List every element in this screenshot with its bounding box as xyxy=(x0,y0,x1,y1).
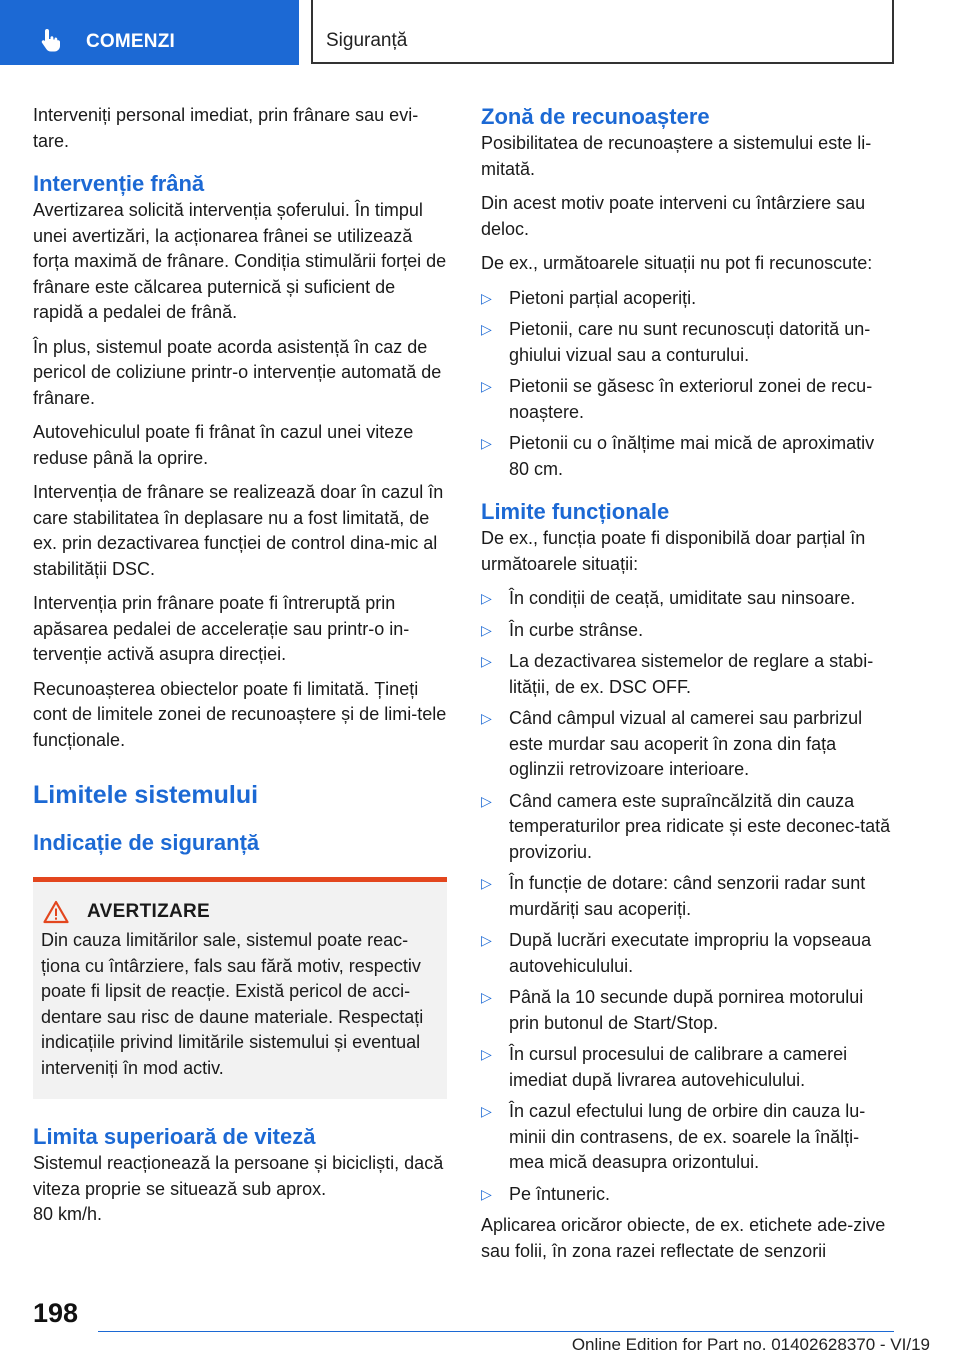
list-item-text: Pietonii cu o înălțime mai mică de aproximativ 80 cm. xyxy=(509,433,875,479)
triangle-bullet-icon: ▷ xyxy=(481,875,492,891)
heading-limita-viteza: Limita superioară de viteză xyxy=(33,1124,316,1149)
heading-limitele-sistemului: Limitele sistemului xyxy=(33,781,259,809)
paragraph: Din acest motiv poate interveni cu întârziere sau deloc. xyxy=(481,193,866,239)
list-item xyxy=(481,374,894,425)
list-item xyxy=(481,928,894,979)
hand-pointer-icon xyxy=(38,27,64,53)
heading-indicatie-siguranta: Indicație de siguranță xyxy=(33,830,260,855)
list-item-text: Pe întuneric. xyxy=(509,1183,611,1204)
warning-header xyxy=(41,900,439,924)
list-item-text: În cursul procesului de calibrare a camerei imediat după livrarea autovehiculului. xyxy=(509,1044,848,1090)
list-item-text: În curbe strânse. xyxy=(509,619,644,640)
paragraph: De ex., funcția poate fi disponibilă doar parțial în următoarele situații: xyxy=(481,528,866,574)
triangle-bullet-icon: ▷ xyxy=(481,1103,492,1119)
list-item-text: Când camera este supraîncălzită din cauza temperaturilor prea ridicate și este deconec-tată provizoriu. xyxy=(509,790,891,862)
left-column xyxy=(33,103,447,1237)
section-title: Siguranță xyxy=(326,30,408,51)
paragraph: Aplicarea oricăror obiecte, de ex. etichete ade-zive sau folii, în zona razei reflectate de senzorii xyxy=(481,1215,886,1261)
list-unrecognized xyxy=(481,286,894,483)
paragraph: 80 km/h. xyxy=(33,1204,103,1224)
paragraph: Avertizarea solicită intervenția șoferului. În timpul unei avertizări, la acționarea frânei se utilizează forța maximă de frânare. Condiția stimulării forței de frânare este călcarea puternică și suficient de rapidă a pedalei de frână. xyxy=(33,200,447,322)
list-item xyxy=(481,586,894,612)
paragraph: Sistemul reacționează la persoane și bicicliști, dacă viteza proprie se situează sub aprox. xyxy=(33,1153,444,1199)
list-item-text: În cazul efectului lung de orbire din cauza lu-minii din contrasens, de ex. soarele la înălți-mea mică deasupra orizontului. xyxy=(509,1101,866,1172)
paragraph: De ex., următoarele situații nu pot fi recunoscute: xyxy=(481,253,873,273)
paragraph: Posibilitatea de recunoaștere a sistemului este li-mitată. xyxy=(481,133,872,179)
list-item xyxy=(481,649,894,700)
list-item-text: După lucrări executate impropriu la vopseaua autovehiculului. xyxy=(509,930,872,976)
paragraph: Intervenția de frânare se realizează doar în cazul în care stabilitatea în deplasare nu a fost limitată, de ex. prin dezactivarea funcției de control dina-mic al stabilității DSC. xyxy=(33,482,444,579)
list-item-text: Până la 10 secunde după pornirea motorului prin butonul de Start/Stop. xyxy=(509,987,864,1033)
list-item xyxy=(481,286,894,312)
warning-triangle-icon xyxy=(43,900,69,924)
list-item-text: La dezactivarea sistemelor de reglare a stabi-lității, de ex. DSC OFF. xyxy=(509,651,874,697)
triangle-bullet-icon: ▷ xyxy=(481,1046,492,1062)
footer-divider xyxy=(98,1331,894,1332)
paragraph: Recunoașterea obiectelor poate fi limitată. Țineți cont de limitele zonei de recunoaștere și de limi-tele funcționale. xyxy=(33,678,447,750)
list-item xyxy=(481,317,894,368)
triangle-bullet-icon: ▷ xyxy=(481,932,492,948)
warning-text: Din cauza limitărilor sale, sistemul poate reac-ționa cu întârziere, fals sau fără motiv, respectiv poate fi lipsit de reacție. Există pericol de acci-dentare sau risc de daune materiale. Respectați indicațiile privind limitările sistemului și eventual interveniți în mod activ. xyxy=(41,930,424,1078)
list-item xyxy=(481,706,894,783)
list-item-text: Pietoni parțial acoperiți. xyxy=(509,287,697,308)
list-functional-limits xyxy=(481,586,894,1207)
chapter-tab[interactable] xyxy=(0,0,299,65)
list-item xyxy=(481,1042,894,1093)
list-item-text: Pietonii, care nu sunt recunoscuți datorită un-ghiului vizual sau a conturului. xyxy=(509,319,871,365)
footer-edition-text: Online Edition for Part no. 01402628370 - VI/19 xyxy=(571,1335,930,1354)
triangle-bullet-icon: ▷ xyxy=(481,989,492,1005)
warning-title: AVERTIZARE xyxy=(87,901,210,922)
paragraph: Autovehiculul poate fi frânat în cazul unei viteze reduse până la oprire. xyxy=(33,422,414,468)
paragraph: Interveniți personal imediat, prin frânare sau evi-tare. xyxy=(33,105,419,151)
heading-interventie-frana: Intervenție frână xyxy=(33,171,205,196)
warning-box xyxy=(33,877,447,1099)
list-item xyxy=(481,1099,894,1176)
triangle-bullet-icon: ▷ xyxy=(481,621,492,638)
right-column xyxy=(481,103,894,1273)
triangle-bullet-icon: ▷ xyxy=(481,321,492,337)
chapter-tab-label: COMENZI xyxy=(86,31,176,52)
list-item xyxy=(481,431,894,482)
heading-limite-functionale: Limite funcționale xyxy=(481,499,670,524)
triangle-bullet-icon: ▷ xyxy=(481,653,492,669)
list-item-text: În funcție de dotare: când senzorii radar sunt murdăriți sau acoperiți. xyxy=(509,873,866,919)
triangle-bullet-icon: ▷ xyxy=(481,792,492,809)
page-number: 198 xyxy=(33,1298,79,1328)
paragraph: Intervenția prin frânare poate fi întreruptă prin apăsarea pedalei de accelerație sau printr-o in-tervenție activă asupra direcției. xyxy=(33,593,410,664)
triangle-bullet-icon: ▷ xyxy=(481,590,492,606)
list-item-text: Când câmpul vizual al camerei sau parbrizul este murdar sau acoperit în zona din fața oglinzii retrovizoare interioare. xyxy=(509,708,863,779)
triangle-bullet-icon: ▷ xyxy=(481,378,492,394)
heading-zona-recunoastere: Zonă de recunoaștere xyxy=(481,104,710,129)
list-item-text: Pietonii se găsesc în exteriorul zonei de recu-noaștere. xyxy=(509,376,873,422)
triangle-bullet-icon: ▷ xyxy=(481,1185,492,1202)
list-item xyxy=(481,871,894,922)
triangle-bullet-icon: ▷ xyxy=(481,435,492,451)
list-item xyxy=(481,789,894,866)
triangle-bullet-icon: ▷ xyxy=(481,710,492,726)
list-item xyxy=(481,985,894,1036)
list-item xyxy=(481,1182,894,1208)
list-item xyxy=(481,618,894,644)
section-header xyxy=(311,0,894,64)
list-item-text: În condiții de ceață, umiditate sau ninsoare. xyxy=(509,588,856,608)
paragraph: În plus, sistemul poate acorda asistență în caz de pericol de coliziune printr-o intervenție automată de frânare. xyxy=(33,336,442,408)
triangle-bullet-icon: ▷ xyxy=(481,289,492,306)
